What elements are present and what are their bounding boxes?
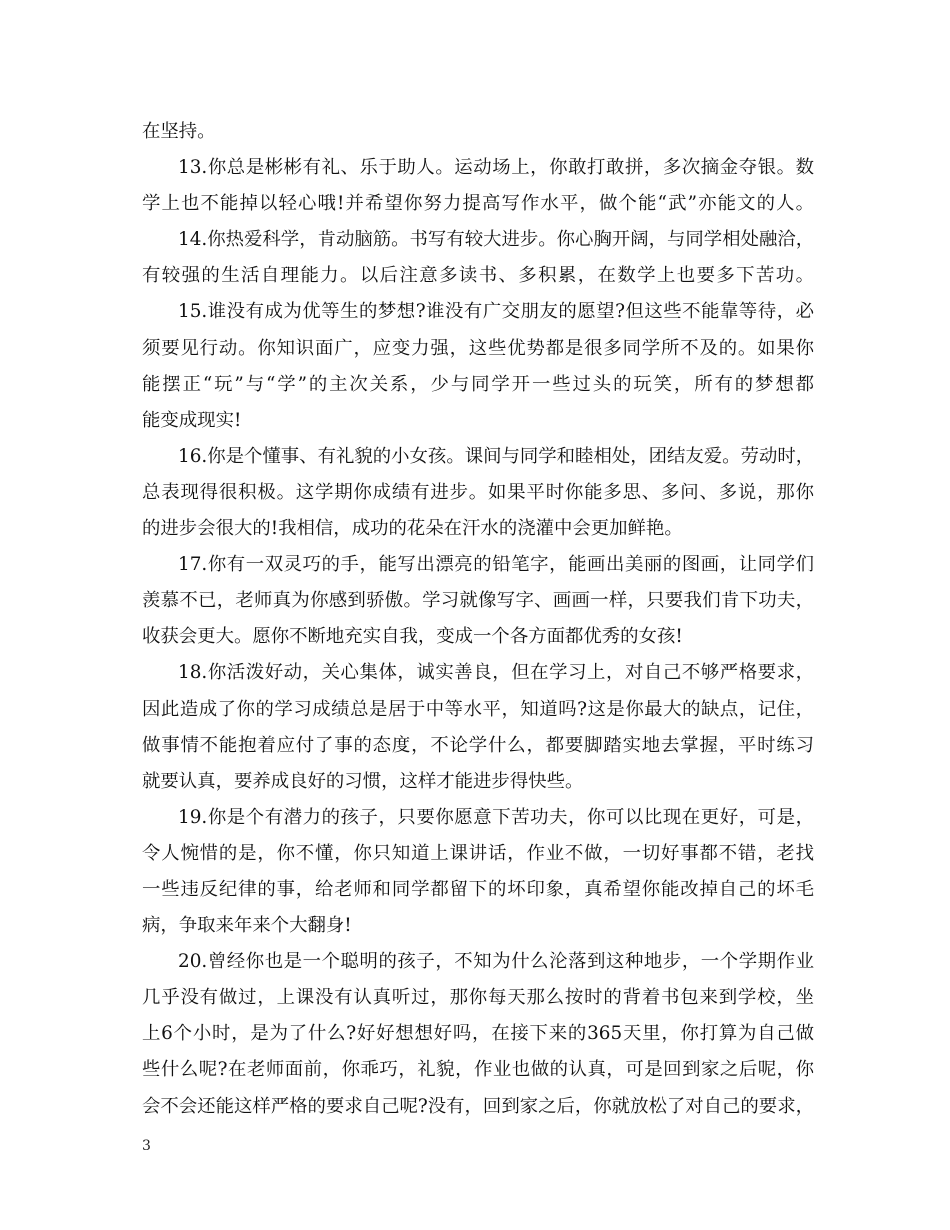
text-line: 有较强的生活自理能力。以后注意多读书、多积累，在数学上也要多下苦功。 bbox=[142, 265, 814, 287]
text-line: 能摆正“玩”与“学”的主次关系，少与同学开一些过头的玩笑，所有的梦想都 bbox=[142, 373, 814, 395]
text-line: 做事情不能抱着应付了事的态度，不论学什么，都要脚踏实地去掌握，平时练习 bbox=[142, 734, 814, 756]
text-line: 羡慕不已，老师真为你感到骄傲。学习就像写字、画画一样，只要我们肯下功夫， bbox=[142, 590, 814, 612]
text-line: 病，争取来年来个大翻身! bbox=[142, 915, 352, 937]
text-line: 总表现得很积极。这学期你成绩有进步。如果平时你能多思、多问、多说，那你 bbox=[142, 481, 814, 503]
text-line: 能变成现实! bbox=[142, 409, 242, 431]
text-line: 一些违反纪律的事，给老师和同学都留下的坏印象，真希望你能改掉自己的坏毛 bbox=[142, 878, 814, 900]
text-line: 上6个小时，是为了什么?好好想想好吗，在接下来的365天里，你打算为自己做 bbox=[142, 1023, 814, 1045]
text-line: 收获会更大。愿你不断地充实自我，变成一个各方面都优秀的女孩! bbox=[142, 626, 683, 648]
text-line: 16.你是个懂事、有礼貌的小女孩。课间与同学和睦相处，团结友爱。劳动时， bbox=[178, 445, 815, 467]
text-line: 17.你有一双灵巧的手，能写出漂亮的铅笔字，能画出美丽的图画，让同学们 bbox=[178, 554, 814, 576]
text-line: 些什么呢?在老师面前，你乖巧，礼貌，作业也做的认真，可是回到家之后呢，你 bbox=[142, 1059, 814, 1081]
page-number: 3 bbox=[142, 1138, 151, 1154]
text-line: 15.谁没有成为优等生的梦想?谁没有广交朋友的愿望?但这些不能靠等待，必 bbox=[178, 301, 814, 323]
text-line: 会不会还能这样严格的要求自己呢?没有，回到家之后，你就放松了对自己的要求， bbox=[142, 1095, 814, 1117]
text-line: 14.你热爱科学，肯动脑筋。书写有较大进步。你心胸开阔，与同学相处融洽， bbox=[178, 229, 815, 251]
text-line: 19.你是个有潜力的孩子，只要你愿意下苦功夫，你可以比现在更好，可是， bbox=[178, 806, 814, 828]
text-line: 的进步会很大的!我相信，成功的花朵在汗水的浇灌中会更加鲜艳。 bbox=[142, 518, 683, 540]
text-line: 因此造成了你的学习成绩总是居于中等水平，知道吗?这是你最大的缺点，记住， bbox=[142, 698, 814, 720]
text-line: 须要见行动。你知识面广，应变力强，这些优势都是很多同学所不及的。如果你 bbox=[142, 337, 814, 359]
text-line: 18.你活泼好动，关心集体，诚实善良，但在学习上，对自己不够严格要求， bbox=[178, 662, 814, 684]
text-line: 就要认真，要养成良好的习惯，这样才能进步得快些。 bbox=[142, 770, 584, 792]
text-line: 13.你总是彬彬有礼、乐于助人。运动场上，你敢打敢拼，多次摘金夺银。数 bbox=[178, 157, 814, 179]
text-line: 学上也不能掉以轻心哦!并希望你努力提高写作水平，做个能“武”亦能文的人。 bbox=[142, 193, 814, 215]
text-line: 令人惋惜的是，你不懂，你只知道上课讲话，作业不做，一切好事都不错，老找 bbox=[142, 842, 814, 864]
text-line: 在坚持。 bbox=[142, 121, 216, 142]
text-line: 20.曾经你也是一个聪明的孩子，不知为什么沦落到这种地步，一个学期作业 bbox=[178, 951, 814, 973]
text-line: 几乎没有做过，上课没有认真听过，那你每天那么按时的背着书包来到学校，坐 bbox=[142, 987, 814, 1009]
document-body bbox=[142, 114, 814, 1125]
